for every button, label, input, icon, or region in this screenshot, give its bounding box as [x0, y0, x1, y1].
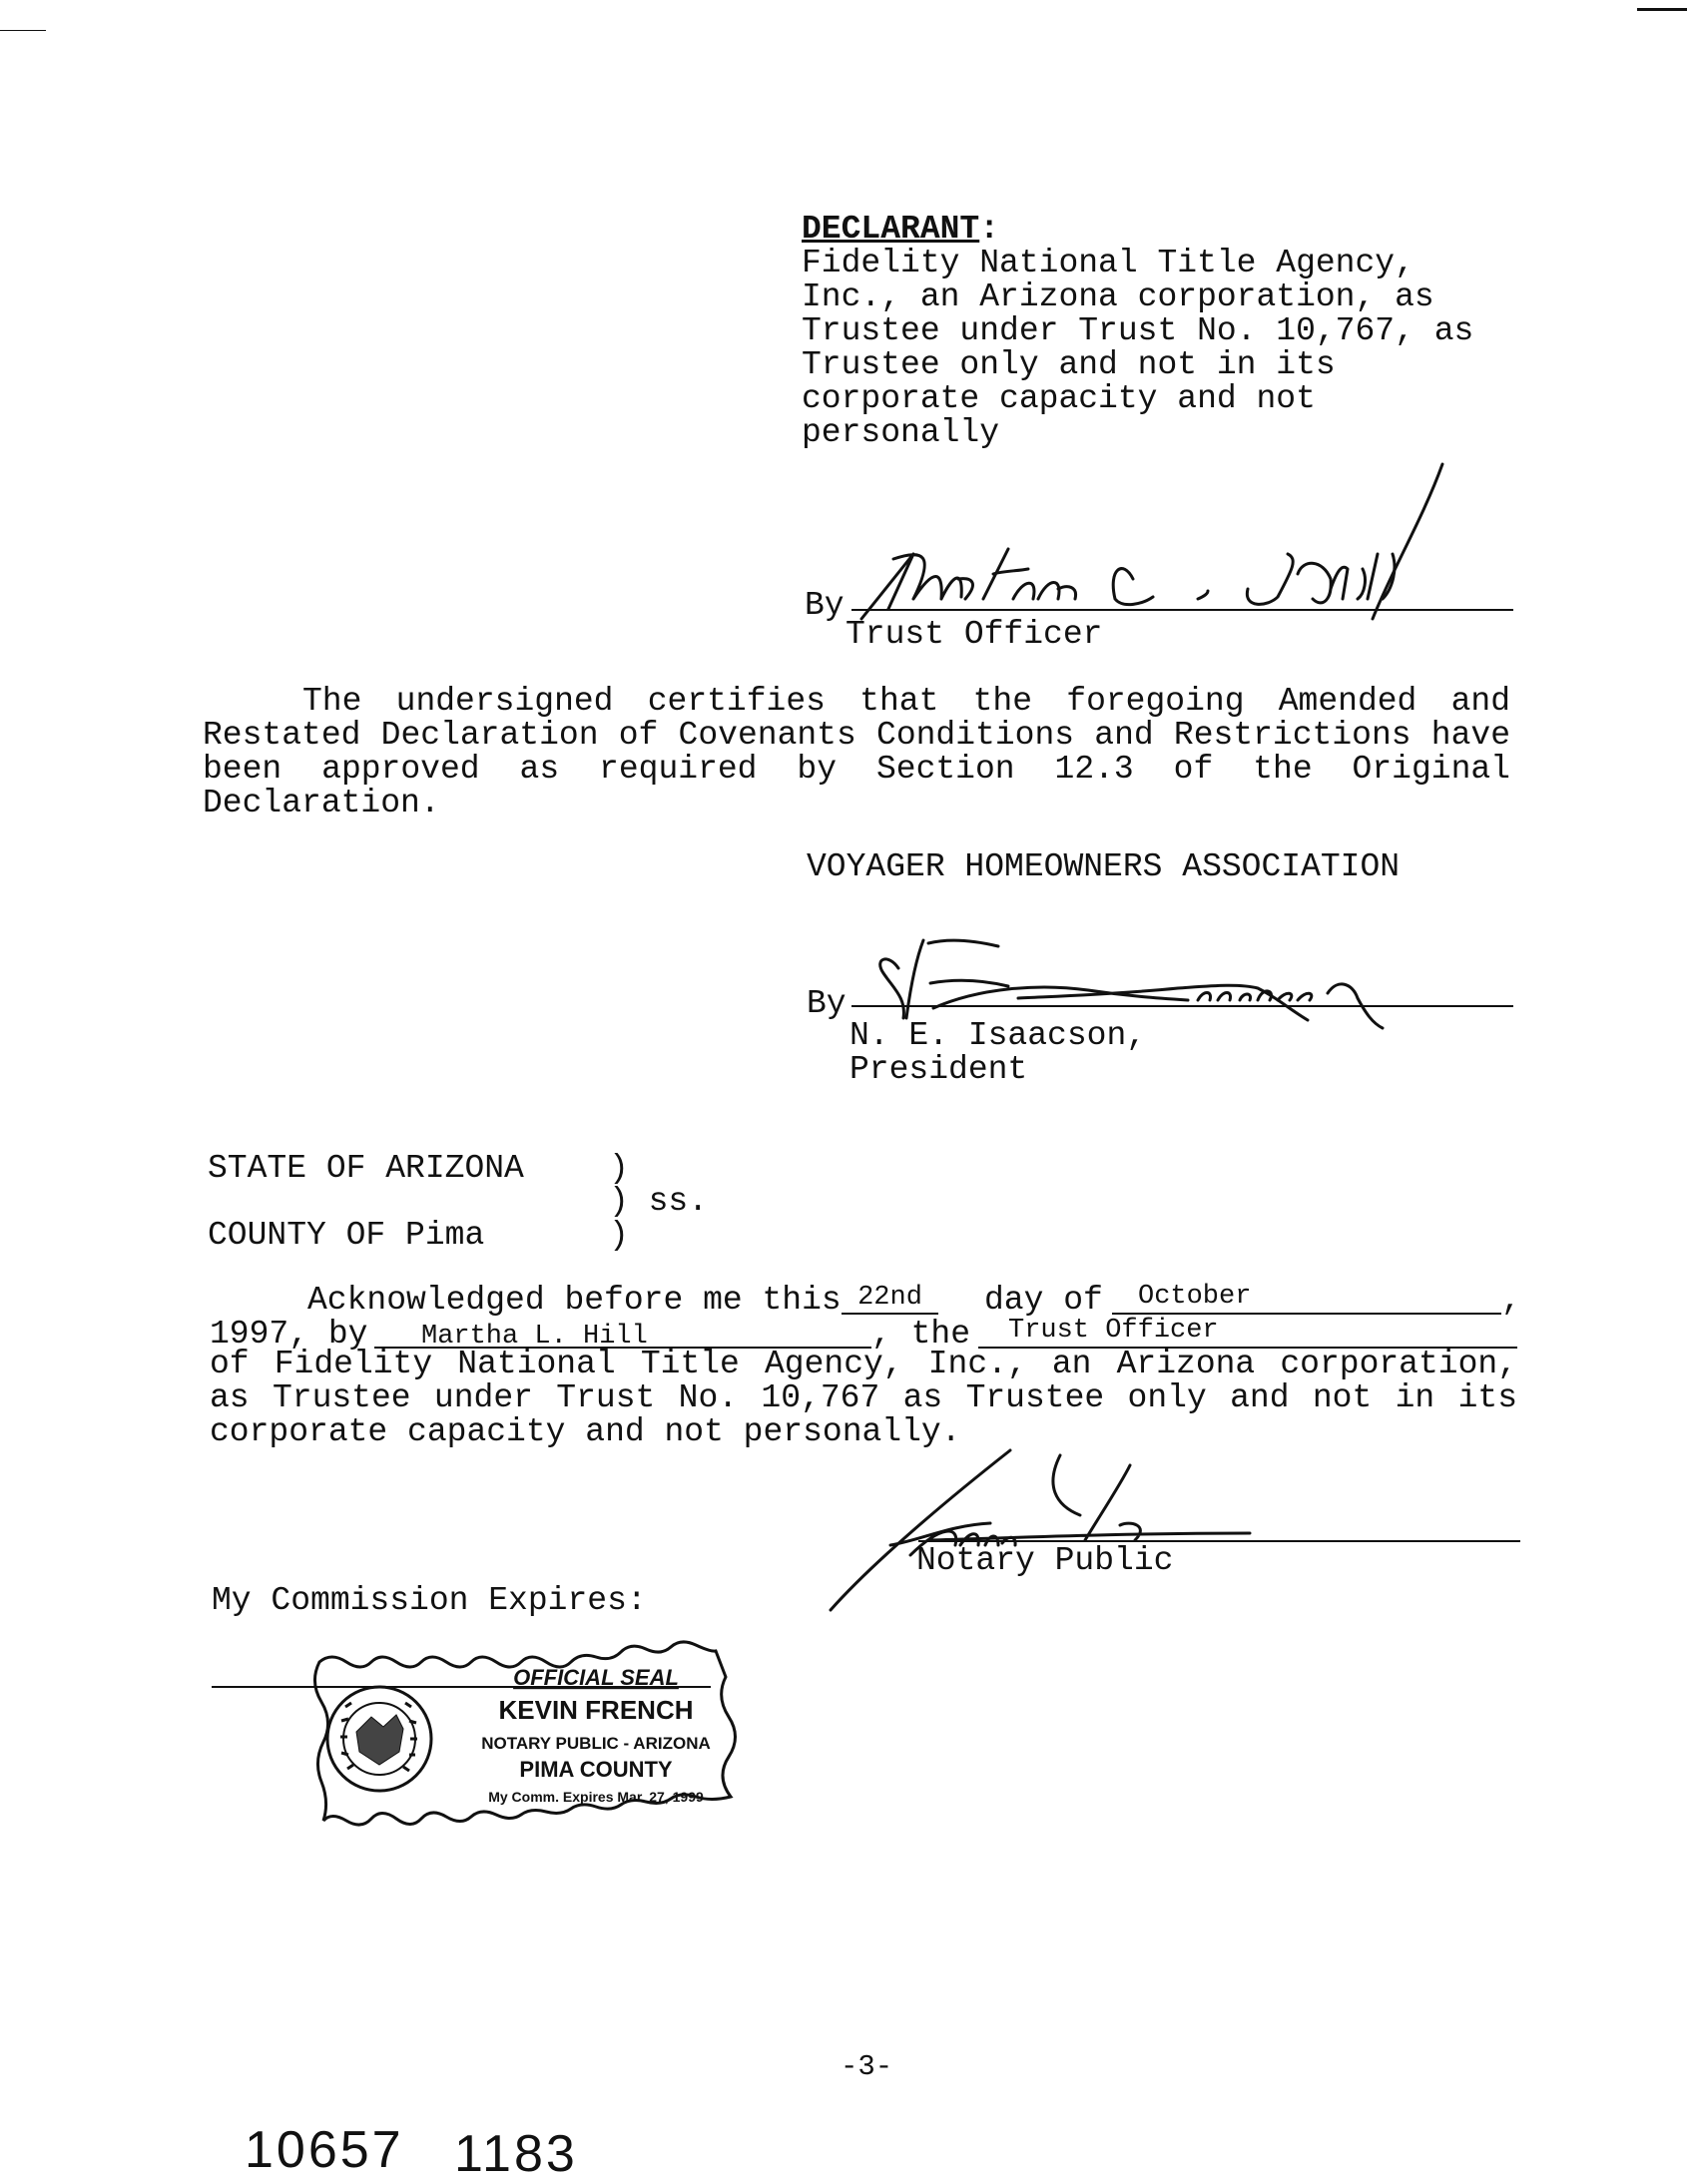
venue-ss: ) ss.	[609, 1183, 709, 1220]
association-name: VOYAGER HOMEOWNERS ASSOCIATION	[807, 848, 1401, 885]
corner-mark-right	[1637, 8, 1687, 11]
venue-paren-3: )	[609, 1217, 629, 1254]
declarant-signature	[853, 459, 1472, 639]
seal-title: OFFICIAL SEAL	[513, 1665, 679, 1690]
declarant-signer-title: Trust Officer	[846, 616, 1103, 653]
ack-day: 22nd	[857, 1283, 922, 1313]
ack-day-line	[842, 1313, 938, 1315]
ack-rest-text: of Fidelity National Title Agency, Inc., an Arizona corporation, as Trustee under Trust No. 10,767 as Trustee only and not in its corporate capacity and not personally.	[210, 1346, 1517, 1450]
declarant-block	[802, 213, 1507, 450]
declarant-by-label: By	[805, 587, 845, 624]
certification-paragraph	[203, 685, 1510, 820]
seal-name: KEVIN FRENCH	[498, 1695, 694, 1725]
declarant-line-2: Inc., an Arizona corporation, as	[802, 278, 1434, 315]
page-number: -3-	[841, 2050, 893, 2083]
declarant-heading-text: DECLARANT	[802, 211, 980, 248]
seal-line-1: NOTARY PUBLIC - ARIZONA	[481, 1734, 711, 1753]
declarant-heading: DECLARANT:	[802, 211, 1000, 248]
venue-state: STATE OF ARIZONA	[208, 1150, 524, 1187]
declarant-line-5: corporate capacity and not	[802, 380, 1316, 417]
declarant-line-4: Trustee only and not in its	[802, 346, 1336, 383]
ack-comma: ,	[1501, 1282, 1521, 1319]
venue-county: COUNTY OF Pima	[208, 1217, 485, 1254]
ack-rest	[210, 1348, 1517, 1449]
ack-title: Trust Officer	[1008, 1316, 1219, 1346]
declarant-line-6: personally	[802, 414, 1000, 451]
ack-name: Martha L. Hill	[421, 1322, 648, 1352]
declarant-line-1: Fidelity National Title Agency,	[802, 245, 1414, 281]
association-by-label: By	[807, 985, 846, 1022]
recording-page: 1183	[454, 2125, 578, 2183]
declarant-line-3: Trustee under Trust No. 10,767, as	[802, 312, 1474, 349]
association-signer-title: President	[849, 1051, 1028, 1088]
ack-the: , the	[871, 1316, 971, 1353]
seal-line-2: PIMA COUNTY	[519, 1757, 673, 1782]
commission-label: My Commission Expires:	[212, 1582, 647, 1619]
certification-text: The undersigned certifies that the foregoing Amended and Restated Declaration of Covenants Conditions and Restrictions have been approved as required by Section 12.3 of the Original Declaration.	[203, 683, 1510, 821]
official-seal-stamp	[311, 1637, 741, 1827]
ack-part2: day of	[984, 1282, 1103, 1319]
ack-year-by: 1997, by	[210, 1316, 368, 1353]
ack-month: October	[1138, 1282, 1252, 1312]
association-signer-name: N. E. Isaacson,	[849, 1017, 1147, 1054]
seal-expires: My Comm. Expires Mar. 27, 1999	[488, 1789, 704, 1805]
recording-docket: 10657	[245, 2121, 404, 2179]
venue-paren-1: )	[609, 1150, 629, 1187]
corner-mark-left	[0, 30, 46, 31]
notary-signature	[831, 1445, 1350, 1615]
notary-label: Notary Public	[916, 1542, 1174, 1579]
ack-part1: Acknowledged before me this	[307, 1282, 842, 1319]
